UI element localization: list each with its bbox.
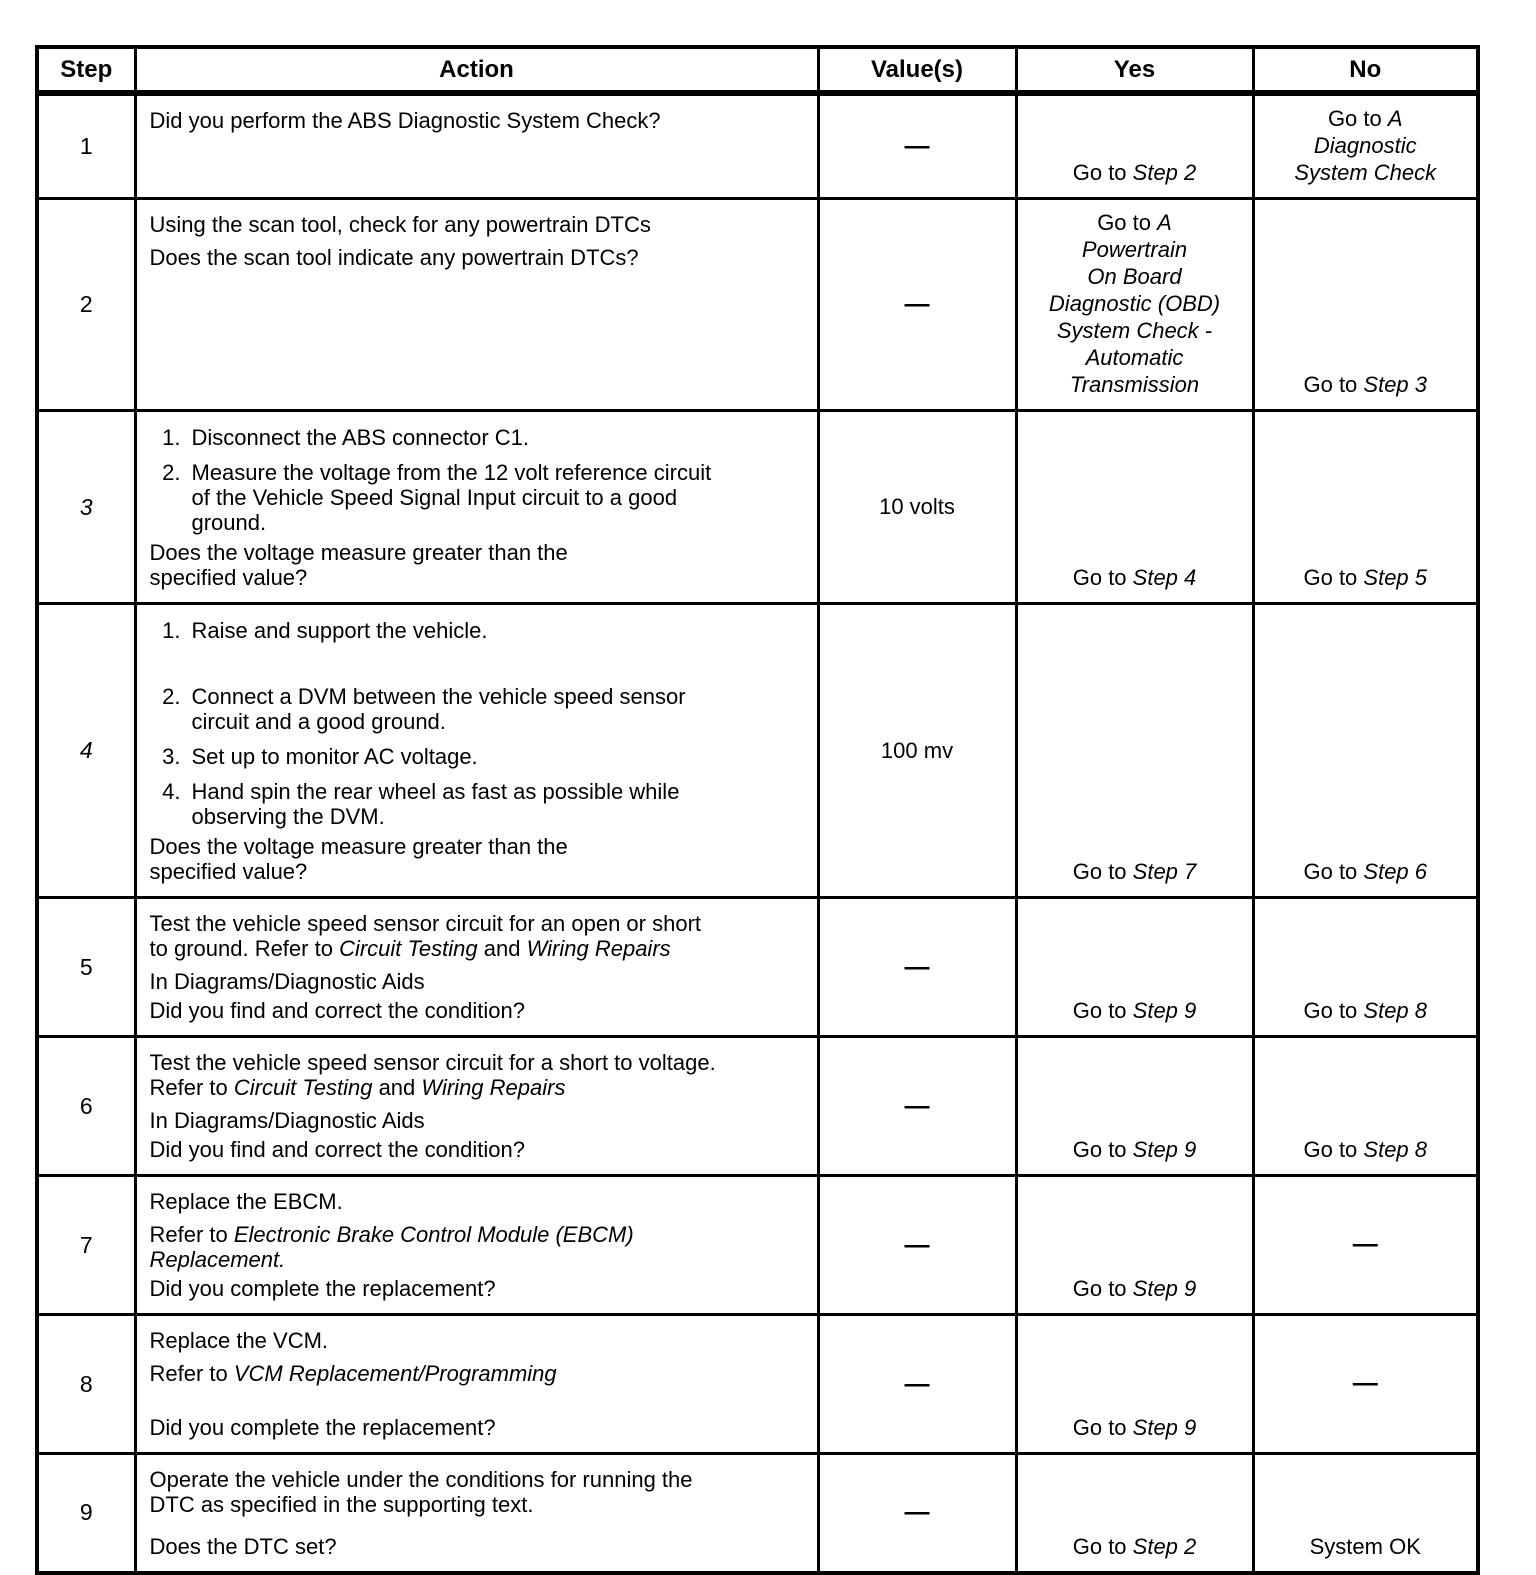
no-cell — [1253, 898, 1478, 1037]
action-paragraph: In Diagrams/Diagnostic Aids — [149, 1108, 425, 1133]
no-cell — [1253, 1037, 1478, 1176]
action-paragraph: Replace the EBCM. — [149, 1189, 343, 1214]
col-header-yes: Yes — [1016, 47, 1253, 93]
step-cell — [37, 93, 135, 199]
step-cell — [37, 1454, 135, 1573]
table-body — [37, 93, 1478, 1573]
action-cell — [135, 411, 818, 604]
value-text: — — [904, 290, 930, 318]
value-text: — — [904, 1498, 930, 1527]
list-item — [150, 460, 807, 535]
diagnostic-table — [35, 45, 1480, 1575]
yes-cell — [1016, 1454, 1253, 1573]
list-item — [150, 684, 807, 734]
result-line: Go to Step 3 — [1303, 372, 1428, 397]
step-cell — [37, 898, 135, 1037]
list-text: Set up to monitor AC voltage. — [191, 744, 478, 769]
no-cell-content — [1255, 605, 1477, 896]
action-paragraph: Did you perform the ABS Diagnostic System Check? — [149, 108, 661, 133]
action-paragraph: Replace the VCM. — [149, 1328, 329, 1353]
action-cell — [135, 604, 818, 898]
col-header-no: No — [1253, 47, 1478, 93]
yes-cell-content — [1018, 1455, 1252, 1571]
result-line: Go to Step 8 — [1303, 998, 1428, 1023]
result-line: Automatic — [1085, 345, 1184, 370]
step-number: 7 — [79, 1231, 93, 1258]
question-text: Does the voltage measure greater than the specified value? — [149, 834, 568, 884]
question-text: Does the voltage measure greater than the specified value? — [149, 540, 568, 590]
value-cell — [818, 1315, 1016, 1454]
col-header-action: Action — [135, 47, 818, 93]
no-cell-content — [1255, 1038, 1477, 1174]
result-line: Go to Step 2 — [1072, 1533, 1197, 1559]
yes-cell — [1016, 604, 1253, 898]
table-row — [37, 898, 1478, 1037]
no-cell — [1253, 1315, 1478, 1454]
action-paragraph: Refer to VCM Replacement/Programming — [149, 1361, 557, 1386]
action-paragraph: Does the scan tool indicate any powertrain DTCs? — [149, 245, 639, 270]
step-number: 5 — [79, 953, 93, 980]
result-line: System Check — [1294, 160, 1437, 185]
list-text: Measure the voltage from the 12 volt reference circuit of the Vehicle Speed Signal Input circuit to a good ground. — [191, 460, 712, 535]
list-text: Connect a DVM between the vehicle speed sensor circuit and a good ground. — [191, 684, 686, 734]
result-line: — — [1352, 1229, 1378, 1258]
step-number: 2 — [79, 291, 93, 317]
table-row — [37, 1454, 1478, 1573]
yes-cell — [1016, 1176, 1253, 1315]
table-row — [37, 93, 1478, 199]
result-line: Go to Step 6 — [1303, 859, 1428, 884]
step-cell — [37, 199, 135, 411]
result-line: — — [1352, 1368, 1378, 1397]
no-cell — [1253, 411, 1478, 604]
question-text: Did you find and correct the condition? — [149, 1137, 525, 1162]
action-content — [137, 200, 817, 409]
result-line: Powertrain — [1081, 237, 1188, 262]
col-header-values: Value(s) — [818, 47, 1016, 93]
list-text: Disconnect the ABS connector C1. — [191, 425, 530, 450]
result-line: Go to Step 4 — [1072, 565, 1197, 590]
yes-cell-content — [1018, 1038, 1252, 1174]
yes-cell-content — [1018, 96, 1252, 197]
step-number: 4 — [79, 737, 93, 763]
step-cell — [37, 604, 135, 898]
list-text: Hand spin the rear wheel as fast as possible while observing the DVM. — [191, 779, 680, 829]
yes-cell — [1016, 1315, 1253, 1454]
action-content — [137, 605, 817, 896]
table-row — [37, 604, 1478, 898]
table-row — [37, 1315, 1478, 1454]
yes-cell — [1016, 199, 1253, 411]
step-cell — [37, 1315, 135, 1454]
action-paragraph: Operate the vehicle under the conditions for running the DTC as specified in the supporting text. — [149, 1467, 693, 1517]
table-row — [37, 411, 1478, 604]
action-content — [137, 899, 817, 1035]
value-cell — [818, 199, 1016, 411]
step-number: 6 — [79, 1092, 93, 1119]
list-number: 1. — [162, 425, 181, 450]
action-cell — [135, 1037, 818, 1176]
no-cell — [1253, 199, 1478, 411]
question-text: Did you complete the replacement? — [149, 1276, 496, 1301]
action-cell — [135, 1176, 818, 1315]
result-line: System Check - — [1056, 318, 1213, 343]
result-line: Go to Step 9 — [1072, 1276, 1197, 1301]
yes-cell — [1016, 1037, 1253, 1176]
action-paragraph: Refer to Electronic Brake Control Module (EBCM) Replacement. — [149, 1222, 634, 1272]
value-text: — — [904, 1230, 930, 1259]
no-cell — [1253, 604, 1478, 898]
value-text: — — [904, 1369, 930, 1398]
yes-cell-content — [1018, 1316, 1252, 1452]
value-text: 10 volts — [879, 494, 955, 519]
action-content — [137, 1455, 817, 1571]
yes-cell-content — [1018, 605, 1252, 896]
step-number: 9 — [79, 1499, 93, 1526]
list-item — [150, 744, 807, 769]
yes-cell — [1016, 93, 1253, 199]
value-text: 100 mv — [880, 737, 954, 763]
value-cell — [818, 1037, 1016, 1176]
list-text: Raise and support the vehicle. — [191, 618, 488, 643]
result-line: Diagnostic — [1313, 133, 1417, 158]
result-line: Go to Step 5 — [1303, 565, 1428, 590]
list-item — [150, 779, 807, 829]
yes-cell — [1016, 898, 1253, 1037]
no-cell-content — [1255, 1455, 1477, 1571]
value-cell — [818, 898, 1016, 1037]
result-line: Transmission — [1069, 372, 1200, 397]
yes-cell-content — [1018, 899, 1252, 1035]
list-number: 4. — [162, 779, 181, 804]
step-cell — [37, 1037, 135, 1176]
table-row — [37, 1037, 1478, 1176]
action-cell — [135, 1315, 818, 1454]
action-paragraph: In Diagrams/Diagnostic Aids — [149, 969, 425, 994]
no-cell-content — [1255, 200, 1477, 409]
yes-cell-content — [1018, 1177, 1252, 1313]
action-content — [137, 96, 817, 197]
result-line: Go to Step 9 — [1072, 1415, 1197, 1440]
result-line: Go to Step 8 — [1303, 1137, 1428, 1162]
no-cell — [1253, 1454, 1478, 1573]
action-cell — [135, 898, 818, 1037]
action-cell — [135, 1454, 818, 1573]
value-cell — [818, 1454, 1016, 1573]
list-item — [150, 618, 807, 643]
value-cell — [818, 1176, 1016, 1315]
step-number: 3 — [79, 493, 93, 520]
step-cell — [37, 1176, 135, 1315]
list-number: 3. — [162, 744, 181, 769]
no-cell-content — [1255, 899, 1477, 1035]
yes-cell — [1016, 411, 1253, 604]
no-cell — [1253, 93, 1478, 199]
action-paragraph: Using the scan tool, check for any powertrain DTCs — [149, 212, 651, 237]
value-text: — — [904, 952, 930, 981]
step-number: 8 — [79, 1370, 93, 1397]
value-text: — — [904, 132, 930, 160]
no-cell-content — [1255, 96, 1477, 197]
result-line: Diagnostic (OBD) — [1048, 291, 1221, 316]
table-row — [37, 199, 1478, 411]
result-line: Go to Step 9 — [1072, 998, 1197, 1023]
table-row — [37, 1176, 1478, 1315]
no-cell-content — [1255, 1177, 1477, 1313]
yes-cell-content — [1018, 412, 1252, 602]
action-content — [137, 1038, 817, 1174]
question-text: Did you complete the replacement? — [149, 1415, 496, 1440]
action-cell — [135, 199, 818, 411]
action-content — [137, 1177, 817, 1313]
no-cell — [1253, 1176, 1478, 1315]
result-line: Go to A — [1097, 210, 1172, 235]
no-cell-content — [1255, 412, 1477, 602]
action-content — [137, 1316, 817, 1452]
result-line: Go to Step 9 — [1072, 1137, 1197, 1162]
col-header-step: Step — [37, 47, 135, 93]
result-line: Go to A — [1327, 106, 1403, 131]
value-cell — [818, 604, 1016, 898]
action-content — [137, 412, 817, 602]
action-paragraph: Test the vehicle speed sensor circuit for an open or short to ground. Refer to Circuit Testing and Wiring Repairs — [149, 911, 702, 961]
question-text: Did you find and correct the condition? — [149, 998, 525, 1023]
list-number: 2. — [162, 684, 181, 709]
table-header — [37, 47, 1478, 93]
list-number: 1. — [162, 618, 181, 643]
action-paragraph: Test the vehicle speed sensor circuit for a short to voltage. Refer to Circuit Testing and Wiring Repairs — [149, 1050, 716, 1100]
value-cell — [818, 93, 1016, 199]
step-cell — [37, 411, 135, 604]
yes-cell-content — [1018, 200, 1252, 409]
result-line: Go to Step 2 — [1072, 160, 1197, 185]
question-text: Does the DTC set? — [149, 1533, 337, 1559]
step-number: 1 — [79, 133, 93, 159]
action-cell — [135, 93, 818, 199]
value-text: — — [904, 1091, 930, 1120]
result-line: Go to Step 7 — [1072, 859, 1197, 884]
no-cell-content — [1255, 1316, 1477, 1452]
result-line: On Board — [1087, 264, 1182, 289]
list-item — [150, 425, 807, 450]
value-cell — [818, 411, 1016, 604]
list-number: 2. — [162, 460, 181, 485]
result-line: System OK — [1309, 1533, 1421, 1559]
